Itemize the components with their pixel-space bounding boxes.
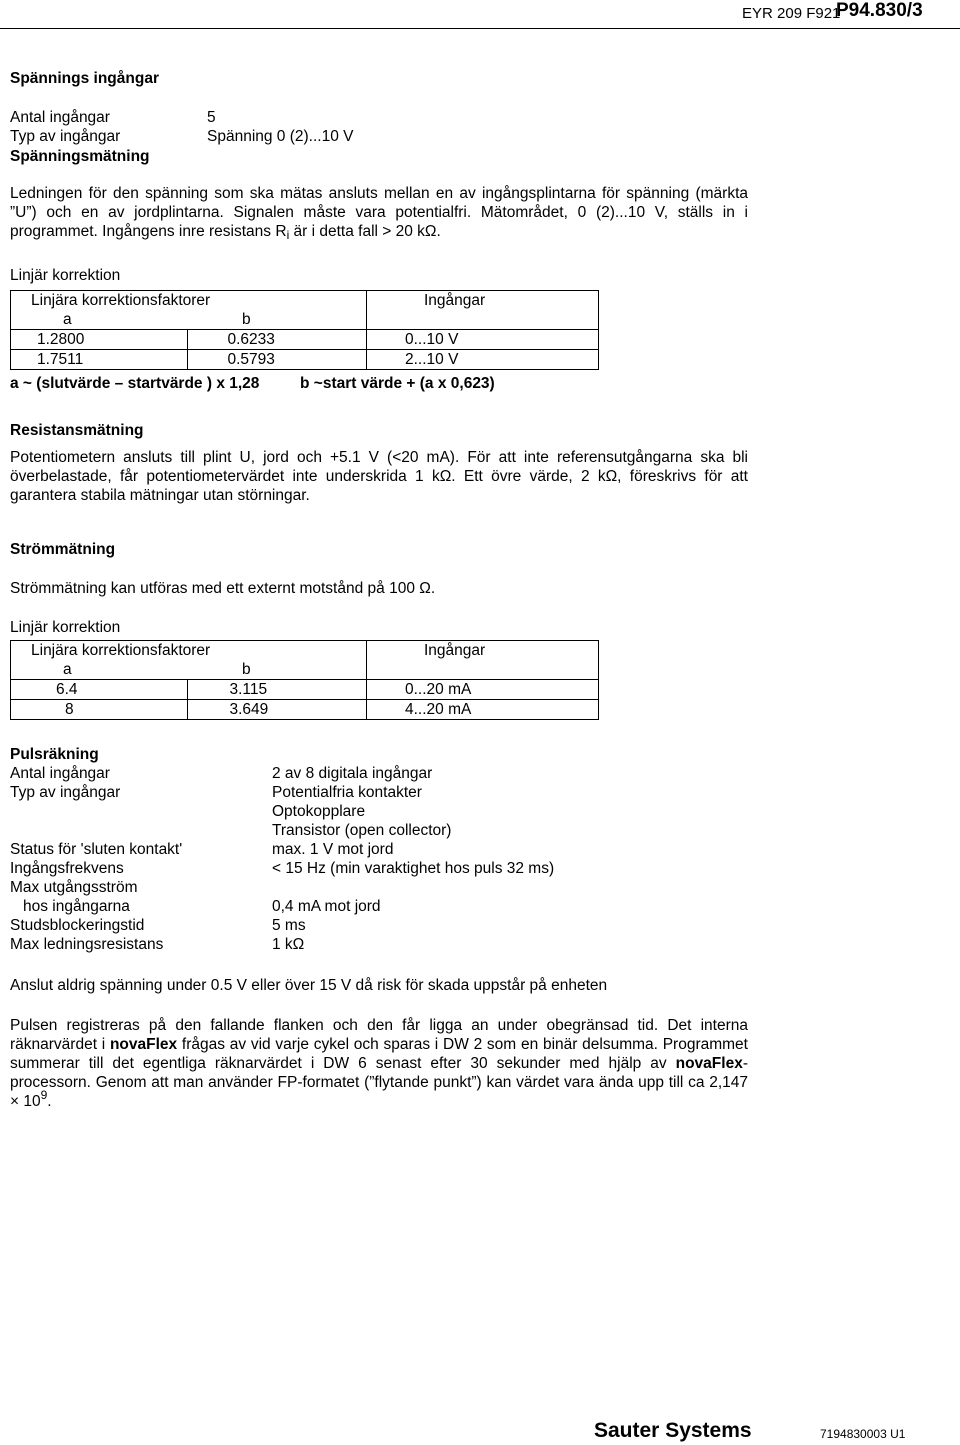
- cell-input: 0...10 V: [367, 330, 599, 350]
- pulse-label: Max ledningsresistans: [10, 936, 164, 953]
- table-subheader-a: a: [11, 660, 188, 680]
- pulse-value: max. 1 V mot jord: [272, 841, 394, 858]
- footer-code: 7194830003 U1: [820, 1427, 906, 1441]
- brand-novaflex: novaFlex: [675, 1055, 743, 1072]
- voltage-linear-correction-title: Linjär korrektion: [10, 267, 121, 284]
- resistance-paragraph: Potentiometern ansluts till plint U, jord och +5.1 V (<20 mA). För att inte referensutgångarna ska bli överbelastade, får potentiometervärdet inte underskrida 1 kΩ. Ett övre värde, 2 kΩ, föreskrivs för att garantera stabila mätningar utan störningar.: [10, 449, 748, 504]
- table-row: [11, 350, 599, 370]
- table-row: [11, 680, 599, 700]
- pulse-label: Antal ingångar: [10, 765, 110, 782]
- pulse-label: hos ingångarna: [23, 898, 130, 915]
- table-subheader-b: b: [187, 310, 367, 330]
- pulse-label: Studsblockeringstid: [10, 917, 145, 934]
- section-title-current: Strömmätning: [10, 541, 116, 558]
- pulse-label: Typ av ingångar: [10, 784, 121, 801]
- cell-a: 8: [11, 700, 188, 720]
- voltage-count-label: Antal ingångar: [10, 109, 110, 126]
- cell-a: 1.2800: [11, 330, 188, 350]
- document-code: EYR 209 F921: [742, 5, 841, 22]
- document-number: P94.830/3: [836, 0, 923, 21]
- voltage-measure-title: Spänningsmätning: [10, 148, 150, 165]
- voltage-count-value: 5: [207, 109, 216, 126]
- cell-input: 4...20 mA: [367, 700, 599, 720]
- cell-b: 0.6233: [187, 330, 367, 350]
- table-row: [11, 700, 599, 720]
- pulse-label: Ingångsfrekvens: [10, 860, 124, 877]
- section-title-resistance: Resistansmätning: [10, 422, 144, 439]
- formula-a: a ~ (slutvärde – startvärde ) x 1,28: [10, 375, 260, 392]
- cell-input: 0...20 mA: [367, 680, 599, 700]
- pulse-value: Optokopplare: [272, 803, 366, 820]
- pulse-value: 2 av 8 digitala ingångar: [272, 765, 433, 782]
- table-subheader-b: b: [187, 660, 367, 680]
- pulse-value: [272, 878, 554, 897]
- table-row: [11, 330, 599, 350]
- pulse-label: [10, 802, 182, 821]
- subscript-i: i: [286, 228, 290, 242]
- section-title-voltage: Spännings ingångar: [10, 70, 159, 87]
- pulse-label-list: [10, 764, 182, 954]
- pulse-value: Potentialfria kontakter: [272, 784, 422, 801]
- voltage-type-label: Typ av ingångar: [10, 128, 121, 145]
- pulse-value: 5 ms: [272, 917, 306, 934]
- pulse-value: 1 kΩ: [272, 936, 305, 953]
- current-paragraph: Strömmätning kan utföras med ett externt motstånd på 100 Ω.: [10, 580, 436, 597]
- pulse-label: Max utgångsström: [10, 879, 138, 896]
- table-subheader-a: a: [11, 310, 188, 330]
- cell-a: 6.4: [11, 680, 188, 700]
- current-linear-correction-title: Linjär korrektion: [10, 619, 121, 636]
- pulse-value: Transistor (open collector): [272, 822, 452, 839]
- pulse-label: [10, 821, 182, 840]
- cell-b: 0.5793: [187, 350, 367, 370]
- cell-a: 1.7511: [11, 350, 188, 370]
- table-header-inputs: Ingångar: [367, 641, 599, 661]
- current-correction-table: [10, 640, 599, 720]
- pulse-warning: Anslut aldrig spänning under 0.5 V eller över 15 V då risk för skada uppstår på enheten: [10, 977, 608, 994]
- brand-novaflex: novaFlex: [109, 1036, 178, 1053]
- table-header-inputs: Ingångar: [367, 291, 599, 311]
- pulse-label: Status för 'sluten kontakt': [10, 841, 183, 858]
- table-header-factors: Linjära korrektionsfaktorer: [11, 291, 367, 311]
- pulse-value: 0,4 mA mot jord: [272, 898, 381, 915]
- formula-b: b ~start värde + (a x 0,623): [300, 375, 495, 392]
- cell-input: 2...10 V: [367, 350, 599, 370]
- pulse-value-list: [272, 764, 554, 954]
- table-header-factors: Linjära korrektionsfaktorer: [11, 641, 367, 661]
- footer-brand: Sauter Systems: [594, 1419, 752, 1442]
- exponent: 9: [40, 1088, 48, 1102]
- header-divider: [0, 28, 960, 29]
- voltage-paragraph: Ledningen för den spänning som ska mätas ansluts mellan en av ingångsplintarna för spänning (märkta ”U”) och en av jordplintarna. Signalen måste vara potentialfri. Mätområdet, 0 (2)...10 V, ställs in i programmet. Ingångens inre resistans $R_i$ är i detta fall > 20 kΩ.: [10, 185, 748, 242]
- cell-b: 3.115: [187, 680, 367, 700]
- pulse-paragraph: Pulsen registreras på den fallande flanken och den får ligga an under obegränsad tid. Det interna räknarvärdet i novaFlex frågas av vid varje cykel och sparas i DW 2 som en binär delsumma. Programmet summerar till det egentliga räknarvärdet i DW 6 senast efter 30 sekunder med hjälp av novaFlex-processorn. Genom att man använder FP-formatet (”flytande punkt”) kan värdet vara ända upp till ca $2,147 \times 10^9$.: [10, 1017, 748, 1110]
- pulse-value: < 15 Hz (min varaktighet hos puls 32 ms): [272, 860, 555, 877]
- section-title-pulse: Pulsräkning: [10, 746, 99, 763]
- voltage-type-value: Spänning 0 (2)...10 V: [207, 128, 354, 145]
- voltage-correction-table: [10, 290, 599, 370]
- cell-b: 3.649: [187, 700, 367, 720]
